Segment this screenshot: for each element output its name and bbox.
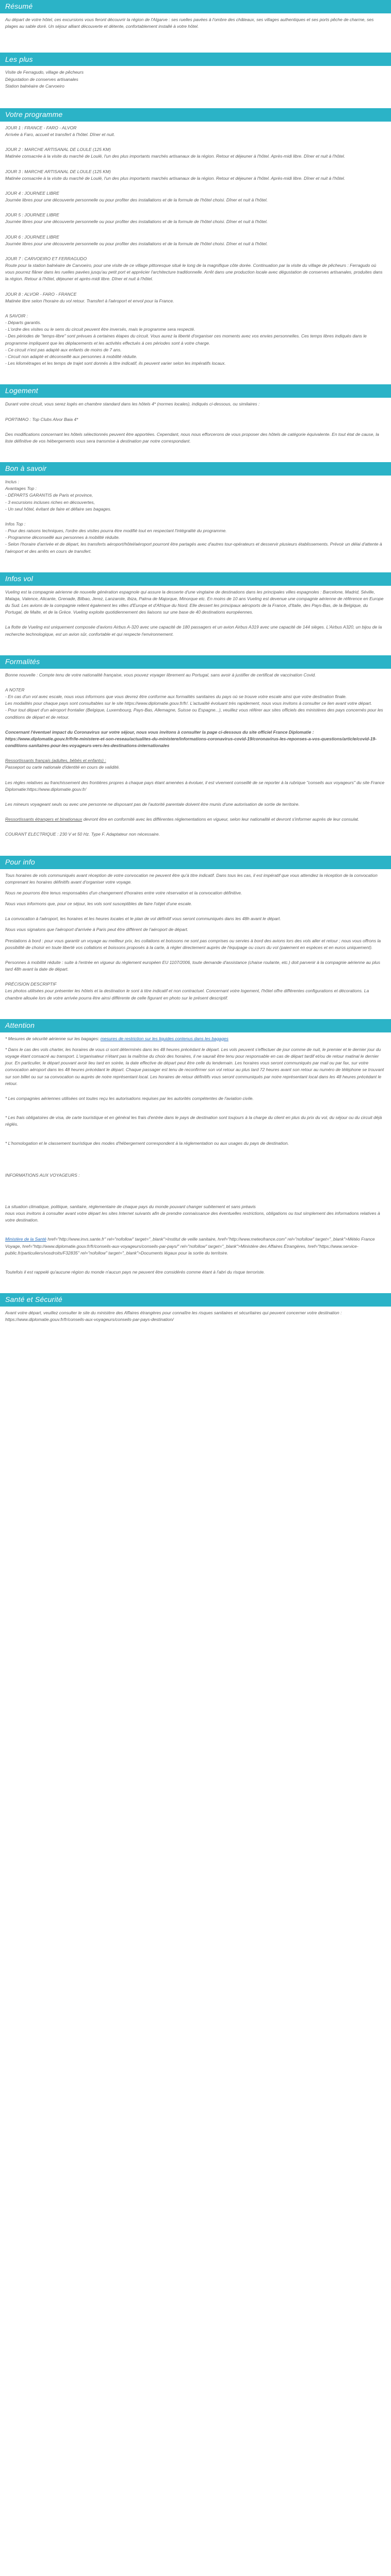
covid-link[interactable]: https://www.diplomatie.gouv.fr/fr/le-ministere-et-son-reseau/actualites-du-ministere/informations-coronavirus-covid-19/coronavirus-les-reponses-a-vos-questions/article/covid-19-conditions-sanitaires-pour-les-voyageurs-vers-les-destinations-internationales	[5, 736, 377, 749]
day-text: Matinée consacrée à la visite du marché de Loulé, l'un des plus importants marchés artisanaux de la région. Retour et déjeuner à l'hôtel. Après-midi libre. Dîner et nuit à l'hôtel.	[5, 175, 345, 181]
infos-item: - Selon l'horaire d'arrivée et de départ, les transferts aéroport/hôtel/aéroport pourront être partagés avec d'autres tour-opérateurs et desservir plusieurs établissements. Prévoir un délai d'attente à l'aéroport et des arrêts en cours de transfert.	[5, 541, 382, 554]
section-content-plus	[0, 66, 391, 95]
section-title-pourinfo: Pour info	[5, 857, 35, 866]
day-heading: JOUR 1 : FRANCE - FARO - ALVOR	[5, 125, 77, 130]
section-banner-programme	[0, 108, 391, 122]
voyageurs-paragraph	[5, 1204, 386, 1224]
asavoir-item: - Départs garantis.	[5, 320, 41, 326]
liquids-restriction-link[interactable]: mesures de restriction sur les liquides contenus dans les bagages	[100, 1036, 229, 1041]
anoter-title: A NOTER	[5, 687, 25, 692]
logement-hotel: PORTIMAO : Top Clubs Alvor Baia 4*	[5, 416, 78, 422]
inclus-title: Inclus :	[5, 479, 19, 485]
section-banner-plus	[0, 53, 391, 66]
day-heading: JOUR 6 : JOURNEE LIBRE	[5, 234, 59, 240]
asavoir-item: - Ce circuit n'est pas adapté aux enfants de moins de 7 ans.	[5, 347, 122, 352]
anoter-line: Les modalités pour chaque pays sont consultables sur le site https://www.diplomatie.gouv.fr/fr/. L'actualité évoluant très rapidement, nous vous invitons à consulter ce lien avant votre départ.	[5, 701, 372, 706]
section-banner-logement	[0, 384, 391, 398]
pourinfo-paragraph: Tous horaires de vols communiqués avant réception de votre convocation ne peuvent être qu'à titre indicatif. Dans tous les cas, il est impératif que vous attendiez la réception de la convocation comprenant les horaires définitifs avant d'organiser votre voyage.	[5, 872, 378, 885]
precision-text: Les photos utilisées pour présenter les hôtels et la destination le sont à titre indicatif et non contractuel. Concernant votre logement, l'hôtel offre différentes configurations et décorations. La chambre allouée lors de votre arrivée pourra être ainsi différente de celle figurant en photo sur le présent descriptif.	[5, 988, 369, 1001]
ressortissants-fr-text: Passeport ou carte nationale d'identité en cours de validité.	[5, 765, 120, 770]
day-heading: JOUR 5 : JOURNEE LIBRE	[5, 212, 59, 218]
resume-paragraph: Au départ de votre hôtel, ces excursions vous feront découvrir la région de l'Algarve : ses ruelles pavées à l'ombre des châteaux, ses villages authentiques et ses ports pêche de charme, ses plages au sable doré. Un séjour alliant découverte et détente, confortablement installé à votre hôtel.	[5, 17, 374, 29]
etrangers-block	[5, 816, 386, 823]
etrangers-title: Ressortissants étrangers et binationaux	[5, 817, 83, 822]
asavoir-item: - Circuit non adapté et déconseillé aux personnes à mobilité réduite.	[5, 353, 138, 359]
section-content-formalites	[0, 669, 391, 848]
logement-intro: Durant votre circuit, vous serez logés en chambre standard dans les hôtels 4* (normes locales), indiqués ci-dessous, ou similaires :	[5, 401, 260, 407]
day-text: Matinée consacrée à la visite du marché de Loulé, l'un des plus importants marchés artisanaux de la région. Retour et déjeuner à l'hôtel. Après-midi libre. Dîner et nuit à l'hôtel.	[5, 154, 345, 159]
inclus-item: - Un seul hôtel, évitant de faire et défaire ses bagages.	[5, 506, 112, 512]
day-block	[5, 146, 386, 160]
section-content-programme	[0, 122, 391, 376]
inclus-item: - 3 excursions incluses riches en découvertes,	[5, 499, 95, 505]
section-content-bonasavoir	[0, 476, 391, 564]
plus-item: Dégustation de conserves artisanales	[5, 76, 78, 82]
asavoir-item: - Des périodes de "temps-libre" sont prévues à certaines étapes du circuit. Vous aurez la liberté d'organiser ces moments avec vos envies personnelles. Ces temps libres indiqués dans le programme impliquent que les déplacements et les activités effectués à ces périodes sont à votre charge.	[5, 333, 367, 346]
day-block	[5, 256, 386, 283]
section-content-pourinfo	[0, 869, 391, 1011]
regles-text: Les règles relatives au franchissement des frontières propres à chaque pays étant amenées à évoluer, il est vivement conseillé de se reporter à la rubrique "conseils aux voyageurs" du site France Diplomatie:https://www.diplomatie.gouv.fr/	[5, 779, 385, 792]
section-title-plus: Les plus	[5, 55, 33, 63]
section-title-resume: Résumé	[5, 2, 33, 11]
inclus-subtitle: Avantages Top :	[5, 486, 37, 492]
section-title-bonasavoir: Bon à savoir	[5, 464, 47, 473]
precision-title: PRÉCISION DESCRIPTIF	[5, 981, 57, 987]
day-block	[5, 168, 386, 182]
day-text: Journée libres pour une découverte personnelle ou pour profiter des installations et de la formule de l'hôtel choisi. Dîner et nuit à l'hôtel.	[5, 219, 268, 225]
infos-item: - Programme déconseillé aux personnes à mobilité réduite.	[5, 535, 120, 540]
plus-item: Visite de Ferragudo, village de pêcheurs	[5, 70, 84, 75]
precision-block	[5, 981, 386, 1002]
section-banner-bonasavoir	[0, 462, 391, 476]
day-text: Journée libres pour une découverte personnelle ou pour profiter des installations et de la formule de l'hôtel choisi. Dîner et nuit à l'hôtel.	[5, 241, 268, 246]
covid-notice: Concernant l'éventuel impact du Coronavirus sur votre séjour, nous vous invitons à consulter la page ci-dessous du site officiel France Diplomatie :	[5, 729, 314, 735]
ministere-sante-link[interactable]: Ministère de la Santé	[5, 1236, 46, 1242]
anoter-line: - En cas d'un vol avec escale, nous vous informons que vous devrez être conforme aux formalités sanitaires du pays où se trouve votre escale ainsi que votre destination finale.	[5, 694, 347, 700]
attention-security-prefix: * Mesures de sécurité aérienne sur les bagages:	[5, 1036, 100, 1041]
inclus-item: - DÉPARTS GARANTIS de Paris et province,	[5, 493, 93, 498]
section-content-infosvol	[0, 586, 391, 647]
voyageurs-text: La situation climatique, politique, sanitaire, réglementaire de chaque pays du monde pouvant changer subitement et sans préavis	[5, 1204, 256, 1209]
infos-title: Infos Top :	[5, 521, 26, 527]
formalites-anoter-block	[5, 687, 386, 721]
ressortissants-fr-title: Ressortissants français (adultes, bébés et enfants) :	[5, 758, 106, 764]
covid-block	[5, 729, 386, 750]
attention-paragraph: * L'homologation et le classement touristique des modes d'hébergement correspondent à la réglementation ou aux usages du pays de destination.	[5, 1141, 289, 1146]
section-banner-infosvol	[0, 572, 391, 586]
mineurs-text: Les mineurs voyageant seuls ou avec une personne ne disposant pas de l'autorité parentale doivent être munis d'une autorisation de sortie de territoire.	[5, 802, 300, 807]
section-banner-sante	[0, 1293, 391, 1307]
attention-final: Toutefois il est rappelé qu'aucune région du monde n'aucun pays ne peuvent être considérés comme étant à l'abri du risque terroriste.	[5, 1269, 265, 1275]
pourinfo-paragraph: Personnes à mobilité réduite : suite à l'entrée en vigueur du règlement européen EU 1107/2006, toute demande d'assistance (chaise roulante, etc.) doit parvenir à la compagnie aérienne au plus tard 48h avant la date de départ.	[5, 959, 380, 972]
infos-item: - Pour des raisons techniques, l'ordre des visites pourra être modifié tout en respectant l'intégralité du programme.	[5, 528, 227, 534]
inclus-block	[5, 479, 386, 513]
section-banner-resume	[0, 0, 391, 13]
infos-block	[5, 521, 386, 555]
day-block	[5, 212, 386, 225]
courant-text: COURANT ELECTRIQUE : 230 V et 50 Hz. Type F. Adaptateur non nécessaire.	[5, 832, 160, 837]
day-block	[5, 190, 386, 204]
section-title-attention: Attention	[5, 1021, 35, 1029]
section-banner-attention	[0, 1019, 391, 1032]
day-block	[5, 125, 386, 138]
attention-paragraph: * Les frais obligatoires de visa, de carte touristique et en général les frais d'entrée dans le pays de destination sont toujours à la charge du client en plus du prix du vol, du séjour ou du circuit déjà réglés.	[5, 1115, 382, 1127]
attention-security	[5, 1036, 386, 1042]
pourinfo-paragraph: Prestations à bord : pour vous garantir un voyage au meilleur prix, les collations et boissons ne sont pas comprises ou servies à bord des avions lors des vols aller et retour ; nous vous offrons la possibilité de choisir en toute liberté vos collations et boissons proposés à la carte, à régler directement auprès de l'équipage ou cours du vol (paiement en espèces et en euros uniquement).	[5, 938, 381, 950]
section-content-resume	[0, 13, 391, 39]
day-text: Journée libres pour une découverte personnelle ou pour profiter des installations et de la formule de l'hôtel choisi. Dîner et nuit à l'hôtel.	[5, 197, 268, 203]
pourinfo-paragraph: Nous vous informons que, pour ce séjour, les vols sont susceptibles de faire l'objet d'une escale.	[5, 901, 192, 907]
asavoir-item: - L'ordre des visites ou le sens du circuit peuvent être inversés, mais le programme sera respecté.	[5, 327, 196, 332]
day-text: Route pour la station balnéaire de Carvoeiro, pour une visite de ce village pittoresque situé le long de la magnifique côte dorée. Continuation par la visite du village de pêcheurs : Ferragudo où vous pourrez flâner dans les ruelles pavées jusqu'au petit port et apprécier l'architecture traditionnelle. Arrêt dans une production locale avec dégustation de conserves artisanales, produites dans la région. Retour à l'hôtel, déjeuner et après-midi libre. Dîner et nuit à l'hôtel.	[5, 263, 383, 282]
asavoir-title: A SAVOIR :	[5, 313, 28, 318]
day-text: Matinée libre selon l'horaire du vol retour. Transfert à l'aéroport et envol pour la France.	[5, 298, 174, 303]
sante-paragraph: Avant votre départ, veuillez consulter le site du ministère des Affaires étrangères pour connaître les risques sanitaires et sécuritaires qui peuvent concerner votre destination : https://www.diplomatie.gouv.fr/fr/conseils-aux-voyageurs/conseils-par-pays-destination/	[5, 1310, 342, 1323]
day-heading: JOUR 2 : MARCHE ARTISANAL DE LOULE (125 KM)	[5, 147, 111, 152]
day-heading: JOUR 3 : MARCHE ARTISANAL DE LOULE (125 KM)	[5, 168, 111, 174]
pourinfo-paragraph: La convocation à l'aéroport, les horaires et les heures locales et le plan de vol définitif vous seront communiqués dans les 48h avant le départ.	[5, 916, 281, 922]
section-title-infosvol: Infos vol	[5, 574, 33, 583]
section-content-sante	[0, 1307, 391, 1332]
attention-paragraph: * Dans le cas des vols charter, les horaires de vous ci sont déterminés dans les 48 heures précédant le départ. Les vols peuvent s'effectuer de jour comme de nuit, le premier et le dernier jour du voyage étant consacré au transport. L'organisateur n'étant pas la maîtrise du choix des horaires, il ne saurait être tenu pour responsable en cas de départ tardif et/ou de retour matinal le dernier jour. En particulier, le départ pouvant avoir lieu tard en soirée, la date effective de départ peut être celle du lendemain. Les horaires vous seront communiqués par mail ou par fax, sur votre convocation aéroport dans les 48 heures précédant le départ. Chaque passager est tenu de reconfirmer son vol retour au plus tard 72 heures avant son retour au numéro de téléphone se trouvant sur son billet ou sur sa convocation ou auprès de notre représentant local. Les horaires de retour définitifs vous seront communiqués par notre représentant local dans les 48 heures précédant le retour.	[5, 1046, 384, 1086]
day-heading: JOUR 4 : JOURNEE LIBRE	[5, 190, 59, 196]
day-block	[5, 234, 386, 247]
formalites-intro: Bonne nouvelle : Compte tenu de votre nationalité française, vous pouvez voyager librement au Portugal, sans avoir à justifier de certificat de vaccination Covid.	[5, 672, 316, 677]
pourinfo-paragraph: Nous ne pourrons être tenus responsables d'un changement d'horaires entre votre réservation et la convocation définitive.	[5, 890, 242, 895]
plus-item: Station balnéaire de Carvoeiro	[5, 83, 64, 89]
ministere-links-text: href="http://www.invs.sante.fr" rel="nofollow" target="_blank">Institut de veille sanitaire, href="http://www.meteofrance.com" rel="nofollow" target="_blank">Météo France Voyage, href="http://www.diplomatie.gouv.fr/fr/conseils-aux-voyageurs/conseils-par-pays/" rel="nofollow" target="_blank">Ministère des Affaires Étrangères, href="https://www.service-public.fr/particuliers/vosdroits/F32835" rel="nofollow" target="_blank">Documents légaux pour la sortie du territoire.	[5, 1236, 375, 1256]
ressortissants-fr-block	[5, 757, 386, 771]
section-title-sante: Santé et Sécurité	[5, 1295, 62, 1304]
section-title-formalites: Formalités	[5, 657, 40, 666]
pourinfo-paragraph: Nous vous signalons que l'aéroport d'arrivée à Paris peut être différent de l'aéroport de départ.	[5, 927, 188, 933]
day-text: Arrivée à Faro, accueil et transfert à l'hôtel. Dîner et nuit.	[5, 132, 115, 138]
infosvol-paragraph: La flotte de Vueling est uniquement composée d'avions Airbus A-320 avec une capacité de 180 passagers et un avion Airbus A319 avec une capacité de 144 sièges. L'Airbus A320, un bijou de la recherche technologique, est un avion sûr, confortable et qui respecte l'environnement.	[5, 624, 382, 637]
voyageurs-title: INFORMATIONS AUX VOYAGEURS :	[5, 1172, 80, 1178]
logement-note: Des modifications concernant les hôtels sélectionnés peuvent être apportées. Cependant, nous nous efforcerons de vous proposer des hôtels de catégorie équivalente. En tout état de cause, la liste définitive de vos hébergements vous sera transmise à destination par notre correspondant.	[5, 431, 379, 444]
asavoir-block	[5, 313, 386, 367]
etrangers-text: devront être en conformité avec les différentes réglementations en vigueur, selon leur nationalité et devront s'informer auprès de leur consulat.	[83, 817, 360, 822]
section-title-programme: Votre programme	[5, 110, 63, 119]
section-title-logement: Logement	[5, 386, 38, 395]
section-banner-pourinfo	[0, 856, 391, 869]
day-block	[5, 291, 386, 304]
section-content-attention	[0, 1032, 391, 1285]
ministere-paragraph	[5, 1236, 386, 1257]
infosvol-paragraph: Vueling est la compagnie aérienne de nouvelle génération espagnole qui assure la desserte d'une vingtaine de destinations dans les principales villes espagnoles : Barcelone, Madrid, Séville, Malaga, Valence, Alicante, Grenade, Bilbao, Jerez, Lanzarote, Ibiza, Palma de Majorque, Minorque etc. En moins de 10 ans Vueling est devenue une compagnie aérienne de référence en Europe du Sud. Les avions de la compagnie relient également les villes d'Europe et d'Afrique du Nord. Elle dessert les principaux aéroports de la France, d'Italie, des Pays-Bas, de la Belgique, du Portugal, de Malte, et de la Grèce. Vueling exploite quotidiennement des liaisons sur une base de 40 destinations européennes.	[5, 589, 384, 615]
attention-paragraph: * Les compagnies aériennes utilisées ont toutes reçu les autorisations requises par les autorités compétentes de l'aviation civile.	[5, 1095, 254, 1101]
asavoir-item: - Les kilométrages et les temps de trajet sont donnés à titre indicatif, ils peuvent varier selon les impératifs locaux.	[5, 361, 226, 366]
section-banner-formalites	[0, 655, 391, 669]
anoter-line: - Pour tout départ d'un aéroport frontalier (Belgique, Luxembourg, Pays-Bas, Allemagne, Suisse ou Espagne...), veuillez vous référer aux sites officiels des ministères des pays concernés pour les conditions de départ et de retour.	[5, 707, 383, 720]
day-heading: JOUR 8 : ALVOR - FARO - FRANCE	[5, 291, 77, 297]
day-heading: JOUR 7 : CARVOEIRO ET FERRAGUDO	[5, 256, 87, 261]
voyageurs-text: nous vous invitons à consulter avant votre départ les sites Internet suivants afin de prendre connaissance des éventuelles restrictions, obligations ou tout simplement des informations relatives à votre destination.	[5, 1210, 380, 1223]
section-content-logement	[0, 398, 391, 454]
